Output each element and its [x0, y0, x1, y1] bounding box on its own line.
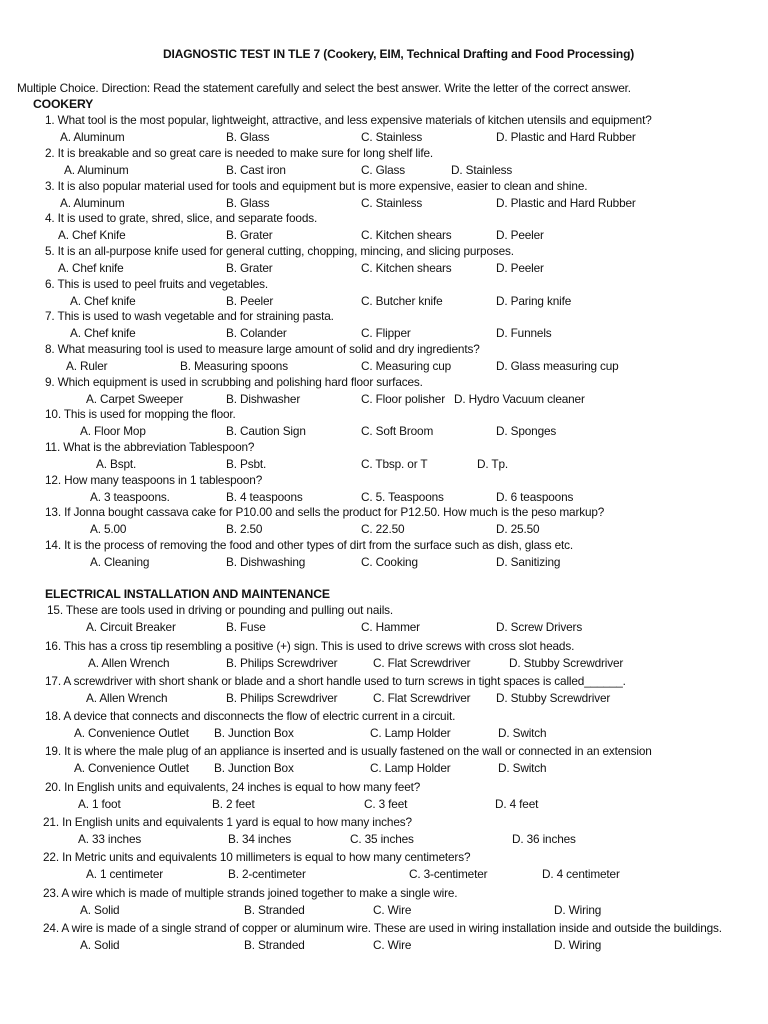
question-text: 11. What is the abbreviation Tablespoon? [45, 440, 255, 454]
answer-option-d: D. Plastic and Hard Rubber [496, 129, 636, 144]
answer-option-d: D. Sponges [496, 423, 557, 438]
answer-option-c: C. Measuring cup [361, 358, 452, 373]
answer-option-c: C. Glass [361, 162, 406, 177]
question-text: 16. This has a cross tip resembling a positive (+) sign. This is used to drive screws with cross slot heads. [45, 639, 575, 653]
answer-option-d: D. 4 centimeter [542, 866, 620, 881]
question-text: 1. What tool is the most popular, lightweight, attractive, and less expensive materials of kitchen utensils and equipment? [45, 113, 652, 127]
answer-option-c: C. Wire [373, 937, 412, 952]
answer-option-b: B. Glass [226, 195, 270, 210]
answer-option-c: C. Kitchen shears [361, 227, 452, 242]
answer-option-a: A. Cleaning [90, 554, 150, 569]
answer-option-a: A. Ruler [66, 358, 108, 373]
answer-option-a: A. Floor Mop [80, 423, 146, 438]
answer-option-c: C. Flipper [361, 325, 411, 340]
answer-option-a: A. Carpet Sweeper [86, 391, 184, 406]
answer-option-c: C. Tbsp. or T [361, 456, 428, 471]
answer-option-d: D. Switch [498, 725, 547, 740]
answer-option-d: D. Screw Drivers [496, 619, 583, 634]
answer-option-b: B. 2.50 [226, 521, 263, 536]
answer-option-a: A. Solid [80, 937, 120, 952]
answer-option-b: B. Junction Box [214, 760, 294, 775]
question-text: 18. A device that connects and disconnects the flow of electric current in a circuit. [45, 709, 456, 723]
answer-option-a: A. Chef knife [70, 293, 136, 308]
answer-option-a: A. Chef knife [70, 325, 136, 340]
answer-option-b: B. Junction Box [214, 725, 294, 740]
answer-option-b: B. 34 inches [228, 831, 292, 846]
question-text: 12. How many teaspoons in 1 tablespoon? [45, 473, 263, 487]
answer-option-b: B. Grater [226, 260, 273, 275]
answer-option-d: D. 4 feet [495, 796, 539, 811]
answer-option-d: D. Sanitizing [496, 554, 561, 569]
answer-option-b: B. Stranded [244, 902, 305, 917]
answer-option-d: D. 25.50 [496, 521, 540, 536]
answer-option-a: A. Circuit Breaker [86, 619, 176, 634]
answer-option-b: B. Measuring spoons [180, 358, 288, 373]
answer-option-c: C. Floor polisher [361, 391, 445, 406]
question-text: 19. It is where the male plug of an appliance is inserted and is usually fastened on the wall or connected in an extension [45, 744, 652, 758]
answer-option-a: A. Allen Wrench [88, 655, 170, 670]
answer-option-a: A. Allen Wrench [86, 690, 168, 705]
answer-option-d: D. Stubby Screwdriver [496, 690, 611, 705]
question-text: 13. If Jonna bought cassava cake for P10.00 and sells the product for P12.50. How much is the peso markup? [45, 505, 605, 519]
answer-option-a: A. 1 centimeter [86, 866, 164, 881]
answer-option-b: B. 2 feet [212, 796, 255, 811]
question-text: 4. It is used to grate, shred, slice, and separate foods. [45, 211, 318, 225]
answer-option-d: D. Glass measuring cup [496, 358, 619, 373]
section-heading: ELECTRICAL INSTALLATION AND MAINTENANCE [45, 587, 330, 601]
answer-option-a: A. Bspt. [96, 456, 137, 471]
question-text: 23. A wire which is made of multiple strands joined together to make a single wire. [43, 886, 458, 900]
answer-option-c: C. 5. Teaspoons [361, 489, 444, 504]
answer-option-d: D. Peeler [496, 227, 544, 242]
answer-option-c: C. Lamp Holder [370, 725, 451, 740]
question-text: 3. It is also popular material used for tools and equipment but is more expensive, easier to clean and shine. [45, 179, 588, 193]
answer-option-b: B. Glass [226, 129, 270, 144]
answer-option-c: C. Stainless [361, 195, 423, 210]
answer-option-b: B. Philips Screwdriver [226, 655, 338, 670]
answer-option-c: C. 35 inches [350, 831, 414, 846]
section-heading: COOKERY [33, 97, 94, 111]
answer-option-a: A. 1 foot [78, 796, 121, 811]
answer-option-b: B. 4 teaspoons [226, 489, 303, 504]
answer-option-a: A. 33 inches [78, 831, 142, 846]
answer-option-b: B. Philips Screwdriver [226, 690, 338, 705]
answer-option-c: C. Lamp Holder [370, 760, 451, 775]
answer-option-a: A. Aluminum [64, 162, 129, 177]
question-text: 7. This is used to wash vegetable and for straining pasta. [45, 309, 334, 323]
answer-option-a: A. Aluminum [60, 195, 125, 210]
direction-text: Multiple Choice. Direction: Read the statement carefully and select the best answer. Write the letter of the correct answer. [17, 81, 631, 95]
question-text: 10. This is used for mopping the floor. [45, 407, 236, 421]
answer-option-b: B. Dishwasher [226, 391, 301, 406]
answer-option-d: D. Switch [498, 760, 547, 775]
answer-option-a: A. Convenience Outlet [74, 760, 189, 775]
answer-option-c: C. Hammer [361, 619, 420, 634]
answer-option-c: C. Butcher knife [361, 293, 443, 308]
answer-option-b: B. Colander [226, 325, 287, 340]
answer-option-b: B. Grater [226, 227, 273, 242]
answer-option-c: C. Flat Screwdriver [373, 690, 471, 705]
answer-option-d: D. Funnels [496, 325, 552, 340]
answer-option-b: B. Cast iron [226, 162, 286, 177]
question-text: 24. A wire is made of a single strand of copper or aluminum wire. These are used in wiring installation inside and outside the buildings. [43, 921, 722, 935]
answer-option-d: D. Wiring [554, 937, 602, 952]
answer-option-a: A. Chef knife [58, 260, 124, 275]
question-text: 5. It is an all-purpose knife used for general cutting, chopping, mincing, and slicing purposes. [45, 244, 514, 258]
answer-option-a: A. Solid [80, 902, 120, 917]
test-title: DIAGNOSTIC TEST IN TLE 7 (Cookery, EIM, Technical Drafting and Food Processing) [163, 47, 635, 61]
answer-option-b: B. 2-centimeter [228, 866, 306, 881]
answer-option-a: A. 5.00 [90, 521, 127, 536]
question-text: 17. A screwdriver with short shank or blade and a short handle used to turn screws in tight spaces is called______. [45, 674, 626, 688]
question-text: 21. In English units and equivalents 1 yard is equal to how many inches? [43, 815, 412, 829]
answer-option-c: C. Kitchen shears [361, 260, 452, 275]
answer-option-d: D. 6 teaspoons [496, 489, 574, 504]
answer-option-b: B. Stranded [244, 937, 305, 952]
answer-option-c: C. 22.50 [361, 521, 405, 536]
answer-option-d: D. Peeler [496, 260, 544, 275]
answer-option-a: A. Convenience Outlet [74, 725, 189, 740]
answer-option-d: D. Paring knife [496, 293, 572, 308]
answer-option-a: A. 3 teaspoons. [90, 489, 170, 504]
answer-option-b: B. Peeler [226, 293, 274, 308]
answer-option-d: D. Plastic and Hard Rubber [496, 195, 636, 210]
question-text: 22. In Metric units and equivalents 10 millimeters is equal to how many centimeters? [43, 850, 471, 864]
question-text: 9. Which equipment is used in scrubbing and polishing hard floor surfaces. [45, 375, 423, 389]
answer-option-c: C. Wire [373, 902, 412, 917]
question-text: 20. In English units and equivalents, 24 inches is equal to how many feet? [45, 780, 421, 794]
answer-option-c: C. 3 feet [364, 796, 408, 811]
answer-option-c: C. Flat Screwdriver [373, 655, 471, 670]
answer-option-c: C. Stainless [361, 129, 423, 144]
question-text: 8. What measuring tool is used to measure large amount of solid and dry ingredients? [45, 342, 480, 356]
answer-option-a: A. Chef Knife [58, 227, 126, 242]
answer-option-d: D. Tp. [477, 456, 509, 471]
answer-option-c: C. 3-centimeter [409, 866, 488, 881]
answer-option-b: B. Caution Sign [226, 423, 306, 438]
question-text: 15. These are tools used in driving or pounding and pulling out nails. [47, 603, 394, 617]
answer-option-a: A. Aluminum [60, 129, 125, 144]
answer-option-c: C. Cooking [361, 554, 418, 569]
answer-option-d: D. Stainless [451, 162, 513, 177]
answer-option-d: D. Wiring [554, 902, 602, 917]
question-text: 14. It is the process of removing the food and other types of dirt from the surface such as dish, glass etc. [45, 538, 574, 552]
answer-option-c: C. Soft Broom [361, 423, 434, 438]
answer-option-d: D. Stubby Screwdriver [509, 655, 624, 670]
answer-option-d: D. Hydro Vacuum cleaner [454, 391, 585, 406]
question-text: 6. This is used to peel fruits and vegetables. [45, 277, 269, 291]
question-text: 2. It is breakable and so great care is needed to make sure for long shelf life. [45, 146, 434, 160]
answer-option-d: D. 36 inches [512, 831, 576, 846]
answer-option-b: B. Fuse [226, 619, 266, 634]
answer-option-b: B. Psbt. [226, 456, 267, 471]
answer-option-b: B. Dishwashing [226, 554, 306, 569]
